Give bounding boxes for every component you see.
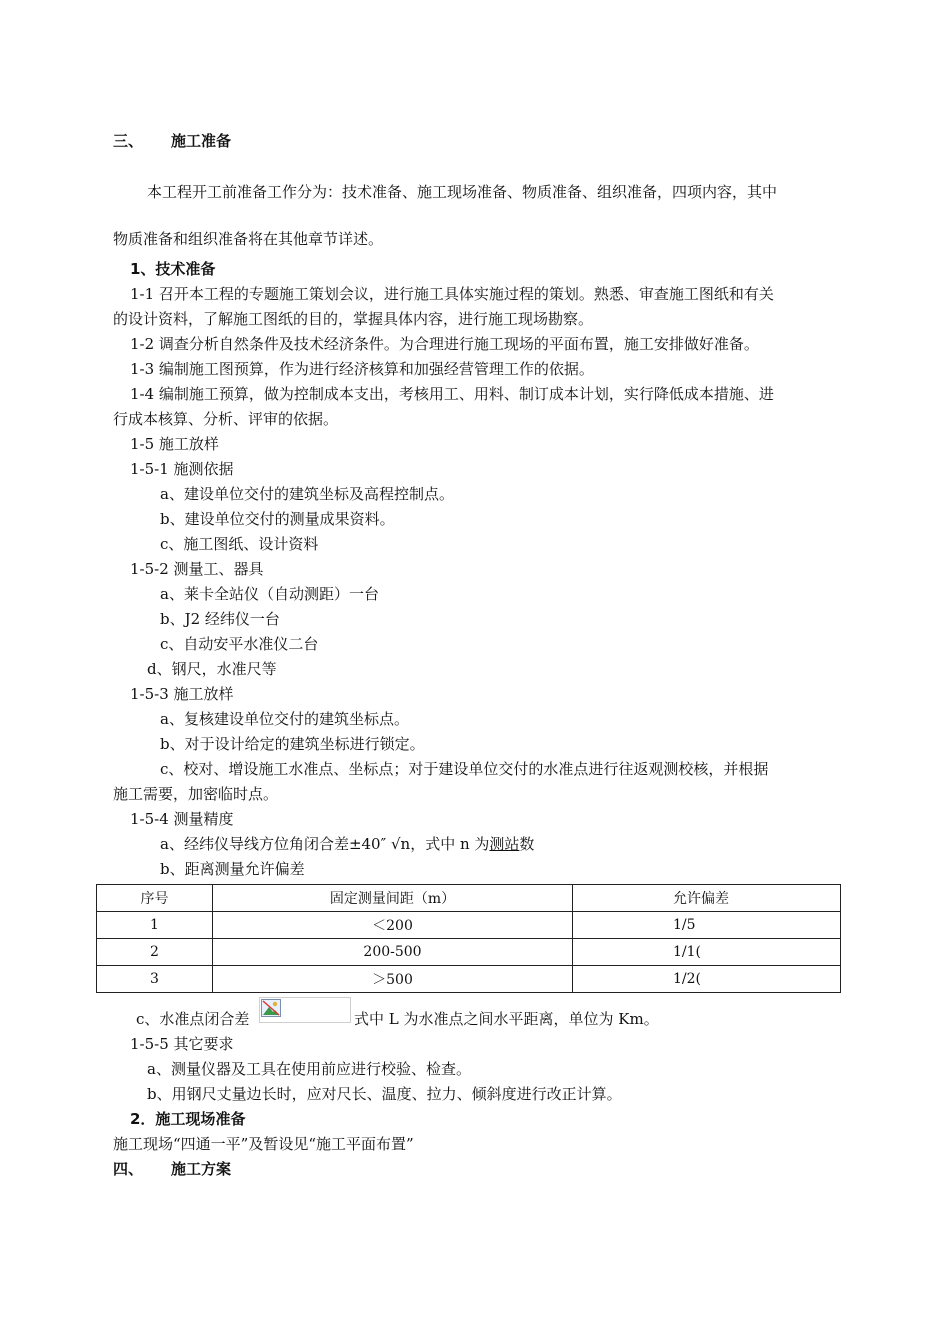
item-1-5-4-a-suffix: 数 [519, 835, 535, 853]
section-4-title: 施工方案 [171, 1160, 232, 1178]
item-1-5-4-c-label: c、水准点闭合差 [136, 1010, 250, 1028]
table-cell: 1 [97, 912, 213, 939]
item-1-5-3: 1-5-3 施工放样 [130, 685, 234, 703]
table-cell: 200-500 [213, 939, 573, 966]
item-1-5-4-a [160, 834, 534, 854]
distance-tolerance-table [96, 884, 841, 993]
intro-line-2: 物质准备和组织准备将在其他章节详述。 [113, 230, 384, 248]
item-1-5-1-b: b、建设单位交付的测量成果资料。 [160, 510, 395, 528]
site-prep-heading: 2．施工现场准备 [130, 1110, 246, 1128]
station-term: 测站 [489, 835, 520, 853]
item-1-5-3-c-line-2: 施工需要，加密临时点。 [113, 785, 279, 803]
item-1-5-1-a: a、建设单位交付的建筑坐标及高程控制点。 [160, 485, 454, 503]
table-cell: ＜200 [213, 912, 573, 939]
table-cell: 3 [97, 966, 213, 993]
item-1-5-4-b: b、距离测量允许偏差 [160, 860, 305, 878]
item-1-5-3-c-line-1: c、校对、增设施工水准点、坐标点；对于建设单位交付的水准点进行往返观测校核，并根据 [160, 760, 769, 778]
item-1-5-2-a: a、莱卡全站仪（自动测距）一台 [160, 585, 379, 603]
table-cell: 2 [97, 939, 213, 966]
item-1-5-2-d: d、钢尺，水准尺等 [147, 660, 277, 678]
section-3-number: 三、 [113, 132, 144, 150]
item-1-5-1: 1-5-1 施测依据 [130, 460, 234, 478]
table-row [97, 912, 841, 939]
item-1-4-line-2: 行成本核算、分析、评审的依据。 [113, 410, 339, 428]
formula-image-placeholder [259, 997, 351, 1023]
table-cell: ＞500 [213, 966, 573, 993]
tech-prep-heading: 1、技术准备 [130, 260, 216, 278]
item-1-5-4: 1-5-4 测量精度 [130, 810, 234, 828]
item-1-4-line-1: 1-4 编制施工预算，做为控制成本支出，考核用工、用料、制订成本计划，实行降低成本措施、进 [130, 385, 774, 403]
item-1-1-line-2: 的设计资料，了解施工图纸的目的，掌握具体内容，进行施工现场勘察。 [113, 310, 594, 328]
item-1-5-4-a-text: a、经纬仪导线方位角闭合差±40″ √n，式中 n 为 [160, 835, 490, 853]
item-1-5-5-a: a、测量仪器及工具在使用前应进行校验、检查。 [147, 1060, 471, 1078]
item-1-5-2-b: b、J2 经纬仪一台 [160, 610, 280, 628]
item-1-5-3-a: a、复核建设单位交付的建筑坐标点。 [160, 710, 409, 728]
table-cell: 1/1( [573, 939, 841, 966]
intro-line-1: 本工程开工前准备工作分为：技术准备、施工现场准备、物质准备、组织准备，四项内容，其中 [147, 183, 778, 201]
broken-image-icon [261, 999, 281, 1017]
item-1-5-2: 1-5-2 测量工、器具 [130, 560, 264, 578]
table-row [97, 966, 841, 993]
table-header-row [97, 885, 841, 912]
section-3-title: 施工准备 [171, 132, 232, 150]
item-1-5-5-b: b、用钢尺丈量边长时，应对尺长、温度、拉力、倾斜度进行改正计算。 [147, 1085, 622, 1103]
table-cell: 1/2( [573, 966, 841, 993]
item-1-2: 1-2 调查分析自然条件及技术经济条件。为合理进行施工现场的平面布置，施工安排做好准备。 [130, 335, 759, 353]
table-header-cell: 允许偏差 [573, 885, 841, 912]
site-prep-text: 施工现场“四通一平”及暂设见“施工平面布置” [113, 1135, 414, 1153]
item-1-5-3-b: b、对于设计给定的建筑坐标进行锁定。 [160, 735, 425, 753]
item-1-5-5: 1-5-5 其它要求 [130, 1035, 234, 1053]
item-1-5-1-c: c、施工图纸、设计资料 [160, 535, 319, 553]
item-1-5-2-c: c、自动安平水准仪二台 [160, 635, 319, 653]
item-1-3: 1-3 编制施工图预算，作为进行经济核算和加强经营管理工作的依据。 [130, 360, 594, 378]
table-cell: 1/5 [573, 912, 841, 939]
table-header-cell: 序号 [97, 885, 213, 912]
table-header-cell: 固定测量间距（m） [213, 885, 573, 912]
item-1-1-line-1: 1-1 召开本工程的专题施工策划会议，进行施工具体实施过程的策划。熟悉、审查施工图纸和有关 [130, 285, 774, 303]
item-1-5-4-c-text: 式中 L 为水准点之间水平距离，单位为 Km。 [354, 1010, 659, 1028]
table-row [97, 939, 841, 966]
item-1-5: 1-5 施工放样 [130, 435, 219, 453]
section-4-number: 四、 [113, 1160, 144, 1178]
